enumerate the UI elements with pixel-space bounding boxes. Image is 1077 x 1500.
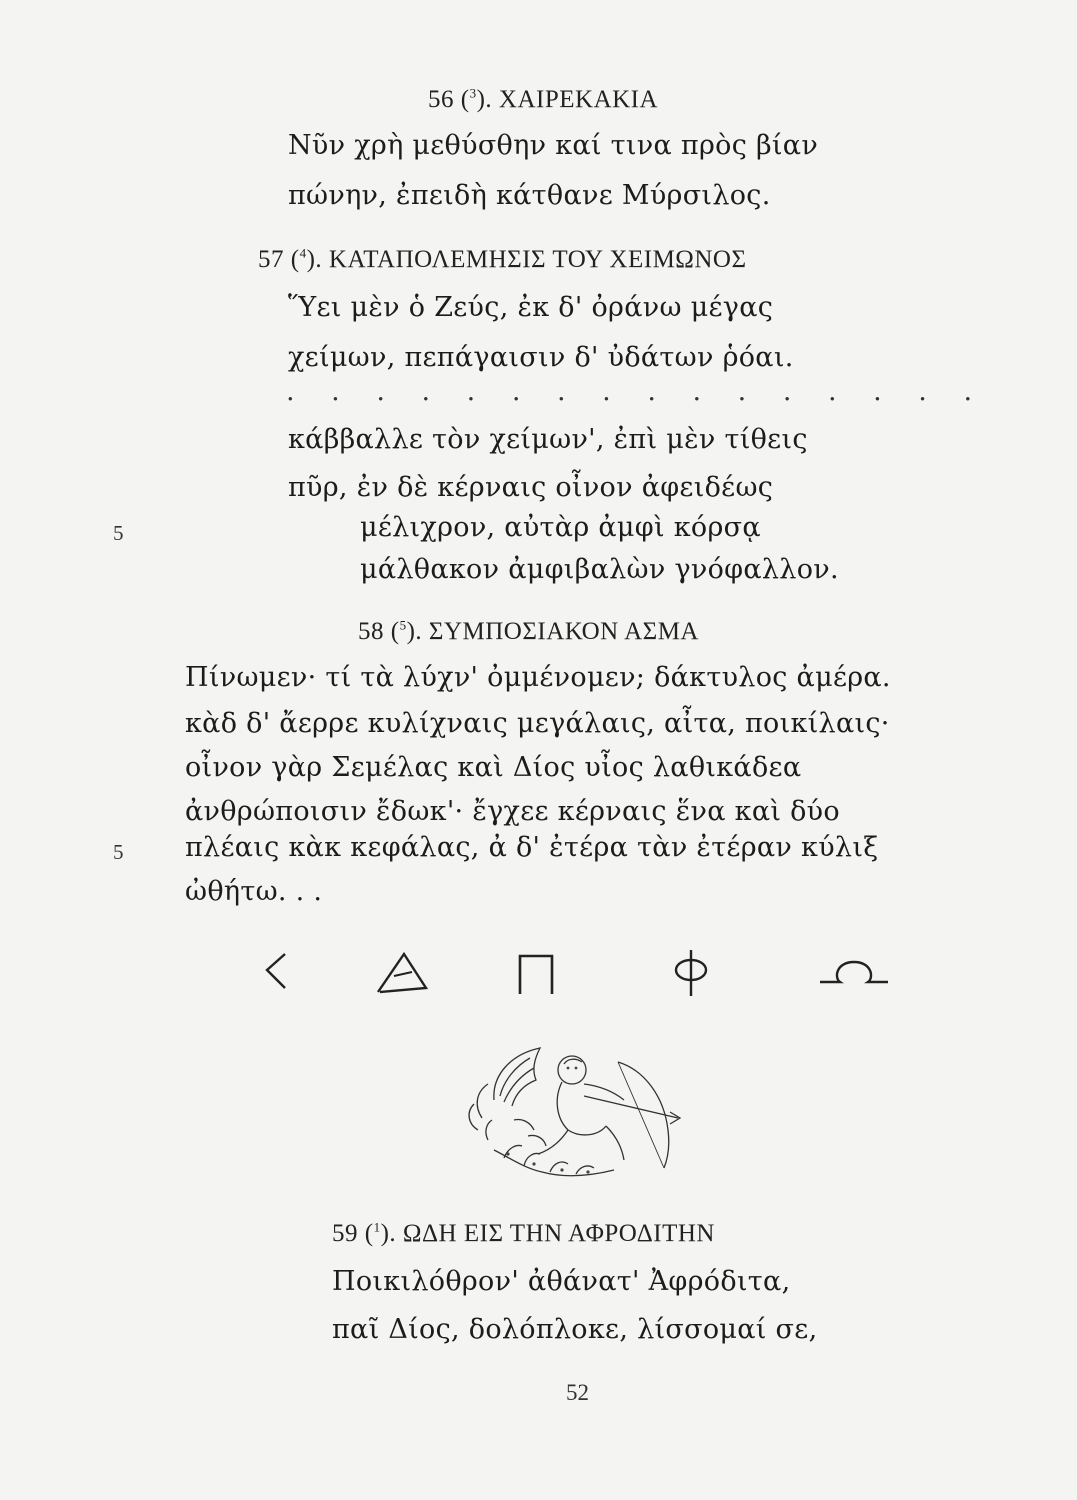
section-56-heading: 56 ($^3$). ΧΑΙΡΕΚΑΚΙΑ bbox=[428, 85, 659, 113]
verse-line: κὰδ δ' ἄερρε κυλίχναις μεγάλαις, αἶτα, ποικίλαις· bbox=[185, 708, 890, 739]
footnote-marker: 5 bbox=[399, 617, 407, 633]
section-title: ΣΥΜΠΟΣΙΑΚΟΝ ΑΣΜΑ bbox=[428, 618, 699, 645]
section-number: 57 bbox=[258, 246, 284, 273]
section-title: ΩΔΗ ΕΙΣ ΤΗΝ ΑΦΡΟΔΙΤΗΝ bbox=[402, 1220, 715, 1247]
verse-line: Ποικιλόθρον' ἀθάνατ' Ἀφρόδιτα, bbox=[332, 1266, 791, 1297]
footnote-marker: 4 bbox=[299, 245, 307, 261]
verse-line: Ὕει μὲν ὁ Ζεύς, ἐκ δ' ὀράνω μέγας bbox=[288, 292, 774, 323]
verse-line: μάλθακον ἀμφιβαλὼν γνόφαλλον. bbox=[360, 554, 839, 585]
section-number: 58 bbox=[358, 618, 384, 645]
line-number-marker: 5 bbox=[113, 521, 124, 545]
footnote-marker: 3 bbox=[469, 85, 477, 101]
verse-line: οἶνον γὰρ Σεμέλας καὶ Δίος υἶος λαθικάδεα bbox=[185, 752, 802, 783]
verse-line: μέλιχρον, αὐτὰρ ἀμφὶ κόρσᾳ bbox=[360, 512, 761, 543]
section-number: 59 bbox=[332, 1220, 358, 1247]
page-number: 52 bbox=[566, 1380, 589, 1405]
verse-line: ἀνθρώποισιν ἔδωκ'· ἔγχεε κέρναις ἕνα καὶ δύο bbox=[185, 796, 840, 827]
verse-line: χείμων, πεπάγαισιν δ' ὐδάτων ῥόαι. bbox=[288, 342, 794, 373]
verse-line: πῦρ, ἐν δὲ κέρναις οἶνον ἀφειδέως bbox=[288, 472, 774, 503]
verse-line: παῖ Δίος, δολόπλοκε, λίσσομαί σε, bbox=[332, 1314, 818, 1345]
footnote-marker: 1 bbox=[373, 1219, 381, 1235]
verse-line: Νῦν χρὴ μεθύσθην καί τινα πρὸς βίαν bbox=[288, 130, 819, 161]
section-title: ΚΑΤΑΠΟΛΕΜΗΣΙΣ ΤΟΥ ΧΕΙΜΩΝΟΣ bbox=[328, 246, 747, 273]
section-57-heading: 57 ($^4$). ΚΑΤΑΠΟΛΕΜΗΣΙΣ ΤΟΥ ΧΕΙΜΩΝΟΣ bbox=[258, 245, 747, 273]
alpha-glyph-icon bbox=[372, 948, 432, 998]
verse-line: ὠθήτω. . . bbox=[185, 876, 323, 907]
verse-line: κάββαλλε τὸν χείμων', ἐπὶ μὲν τίθεις bbox=[288, 424, 808, 455]
lacuna-dots: . . . . . . . . . . . . . . . . bbox=[286, 376, 987, 407]
verse-line: πλέαις κὰκ κεφάλας, ἀ δ' ἐτέρα τὰν ἐτέραν κύλιξ bbox=[185, 832, 879, 863]
section-title: ΧΑΙΡΕΚΑΚΙΑ bbox=[498, 86, 659, 113]
omega-glyph-icon bbox=[816, 952, 892, 992]
section-number: 56 bbox=[428, 86, 454, 113]
verse-line: Πίνωμεν· τί τὰ λύχν' ὀμμένομεν; δάκτυλος ἀμέρα. bbox=[185, 662, 891, 693]
sigma-glyph-icon bbox=[255, 948, 295, 998]
line-number-marker: 5 bbox=[113, 840, 124, 864]
phi-glyph-icon bbox=[666, 946, 716, 1000]
pi-glyph-icon bbox=[512, 948, 562, 998]
verse-line: πώνην, ἐπειδὴ κάτθανε Μύρσιλος. bbox=[288, 180, 771, 211]
section-58-heading: 58 ($^5$). ΣΥΜΠΟΣΙΑΚΟΝ ΑΣΜΑ bbox=[358, 617, 699, 645]
cupid-ornament-icon bbox=[464, 1040, 696, 1190]
section-59-heading: 59 ($^1$). ΩΔΗ ΕΙΣ ΤΗΝ ΑΦΡΟΔΙΤΗΝ bbox=[332, 1219, 715, 1247]
